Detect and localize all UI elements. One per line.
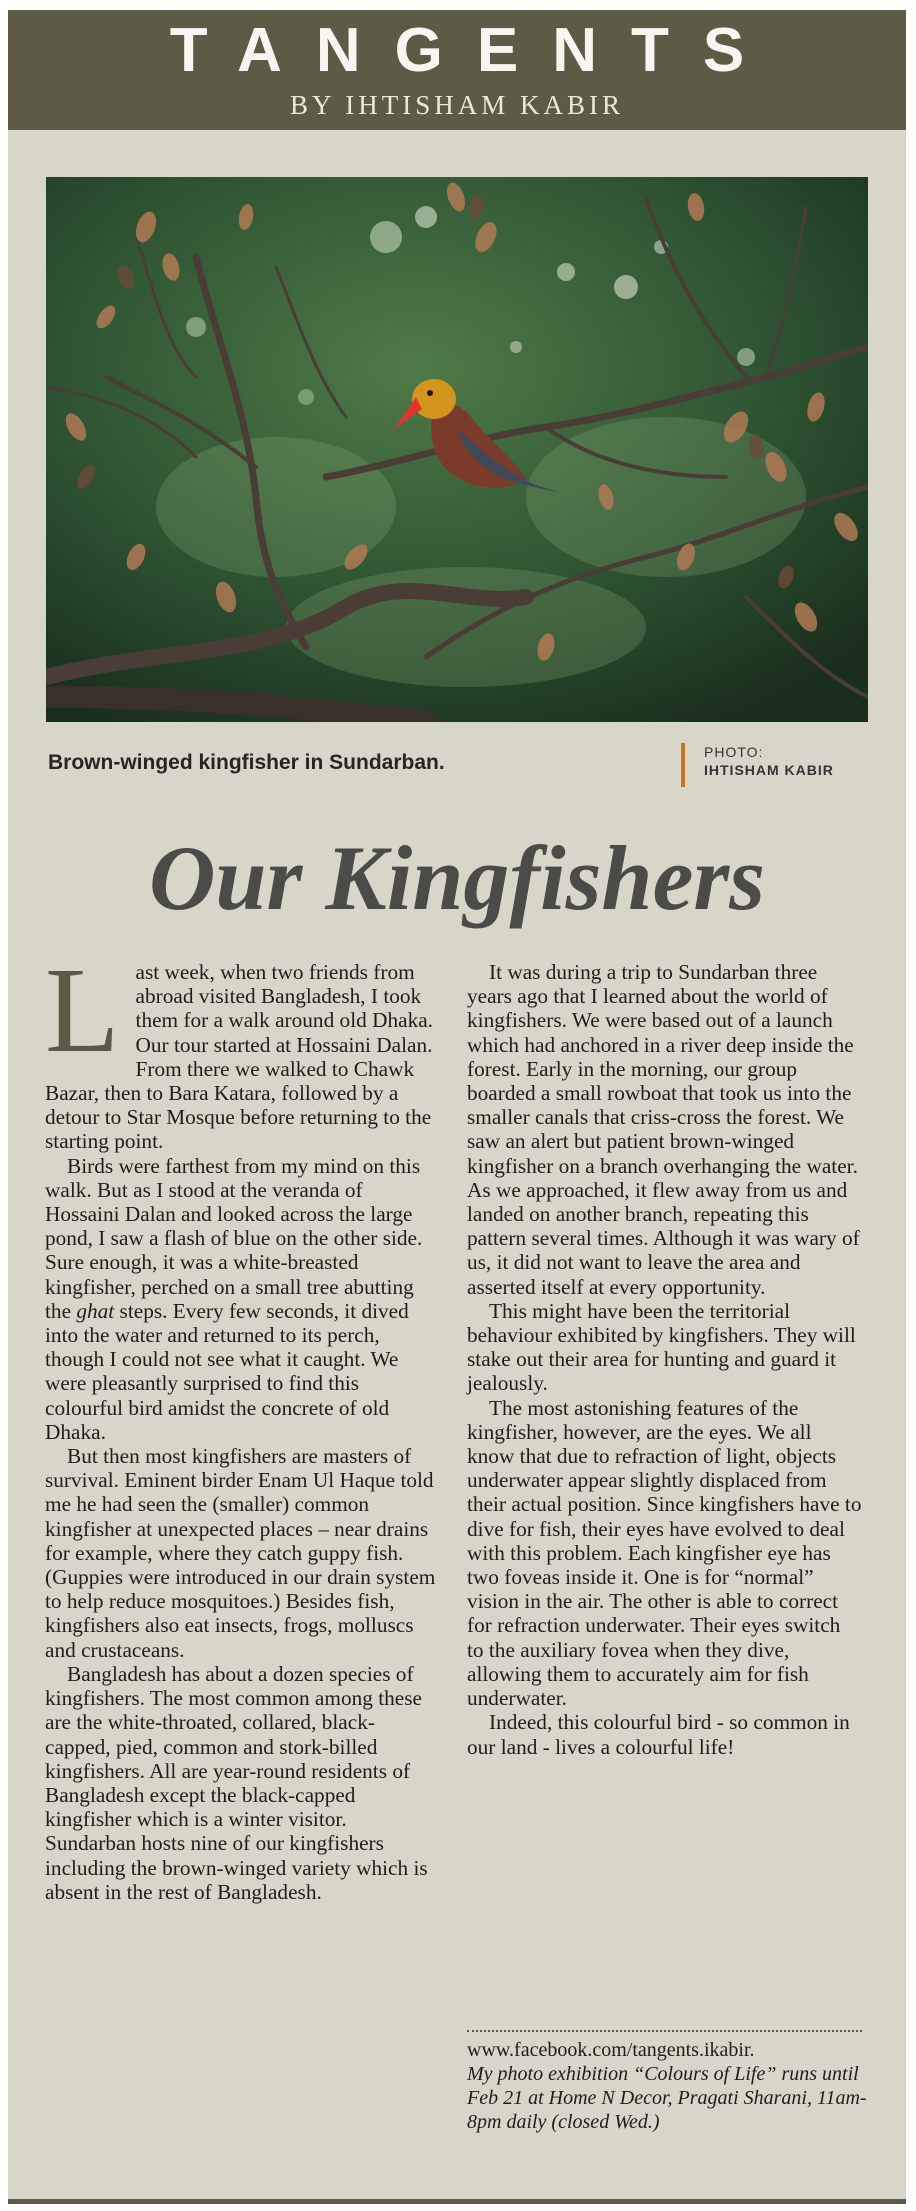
paragraph: But then most kingfishers are masters of survival. Eminent birder Enam Ul Haque told me he had seen the (smaller) common kingfisher at unexpected places – near drains for example, where they catch guppy fish. (Guppies were introduced in our drain system to help reduce mosquitoes.) Besides fish, kingfishers also eat insects, frogs, molluscs and crustaceans. bbox=[45, 1444, 436, 1662]
column-title: TANGENTS bbox=[169, 16, 779, 85]
paragraph-text: Birds were farthest from my mind on this walk. But as I stood at the veranda of Hossaini Dalan and looked across the large pond, I saw a flash of blue on the other side. Sure enough, it was a white-breasted kingfisher, perched on a small tree abutting the bbox=[45, 1153, 423, 1323]
facebook-link[interactable]: www.facebook.com/tangents.ikabir. bbox=[467, 2039, 755, 2061]
column-byline: BY IHTISHAM KABIR bbox=[289, 90, 624, 120]
paragraph: The most astonishing features of the kingfisher, however, are the eyes. We all know that due to refraction of light, objects underwater appear slightly displaced from their actual position. Since kingfishers have to dive for fish, their eyes have evolved to deal with this problem. Each kingfisher eye has two foveas inside it. One is for “normal” vision in the air. The other is able to correct for refraction underwater. Their eyes switch to the auxiliary fovea when they dive, allowing them to accurately aim for fish underwater. bbox=[467, 1395, 862, 1711]
paragraph-text: ast week, when two friends from abroad visited Bangladesh, I took them for a walk around old Dhaka. Our tour started at Hossaini Dalan. From there we walked to Chawk Bazar, then to Bara Katara, followed by a detour to Star Mosque before returning to the starting point. bbox=[45, 960, 434, 1154]
kingfisher-photo bbox=[46, 177, 868, 722]
exhibition-note: My photo exhibition “Colours of Life” runs until Feb 21 at Home N Decor, Pragati Sharani, 11am-8pm daily (closed Wed.) bbox=[467, 2063, 867, 2133]
article-column-left bbox=[45, 943, 440, 1904]
drop-cap: L bbox=[45, 943, 120, 1078]
paragraph: It was during a trip to Sundarban three years ago that I learned about the world of kingfishers. We were based out of a launch which had anchored in a river deep inside the forest. Early in the morning, our group boarded a small rowboat that took us into the smaller canals that criss-cross the forest. We saw an alert but patient brown-winged kingfisher on a branch overhanging the water. As we approached, it flew away from us and landed on another branch, repeating this pattern several times. Although it was wary of us, it did not want to leave the area and asserted itself at every opportunity. bbox=[467, 960, 860, 1299]
article-headline: Our Kingfishers bbox=[148, 827, 766, 929]
photo-credit-label: PHOTO: bbox=[704, 744, 764, 760]
paragraph bbox=[45, 943, 440, 1154]
paragraph bbox=[45, 1154, 440, 1444]
paragraph: Bangladesh has about a dozen species of kingfishers. The most common among these are the white-throated, collared, black-capped, pied, common and stork-billed kingfishers. All are year-round residents of Bangladesh except the black-capped kingfisher which is a winter visitor. Sundarban hosts nine of our kingfishers including the brown-winged variety which is absent in the rest of Bangladesh. bbox=[45, 1661, 428, 1904]
bottom-rule bbox=[8, 2199, 906, 2204]
italic-term: ghat bbox=[76, 1298, 115, 1323]
author-note bbox=[467, 2038, 867, 2134]
article-column-right bbox=[467, 960, 862, 1759]
paragraph: This might have been the territorial behaviour exhibited by kingfishers. They will stake out their area for hunting and guard it jealously. bbox=[467, 1298, 856, 1396]
dotted-divider bbox=[467, 2030, 862, 2032]
paragraph: Indeed, this colourful bird - so common in our land - lives a colourful life! bbox=[467, 1710, 850, 1759]
newspaper-page bbox=[8, 10, 906, 2204]
photo-credit-name: IHTISHAM KABIR bbox=[704, 762, 834, 778]
masthead bbox=[8, 10, 906, 130]
paragraph-text: steps. Every few seconds, it dived into the water and returned to its perch, though I could not see what it caught. We were pleasantly surprised to find this colourful bird amidst the concrete of old Dhaka. bbox=[45, 1298, 409, 1444]
photo-illustration bbox=[46, 177, 868, 722]
photo-credit-bar bbox=[681, 743, 685, 787]
photo-caption: Brown-winged kingfisher in Sundarban. bbox=[48, 751, 445, 774]
